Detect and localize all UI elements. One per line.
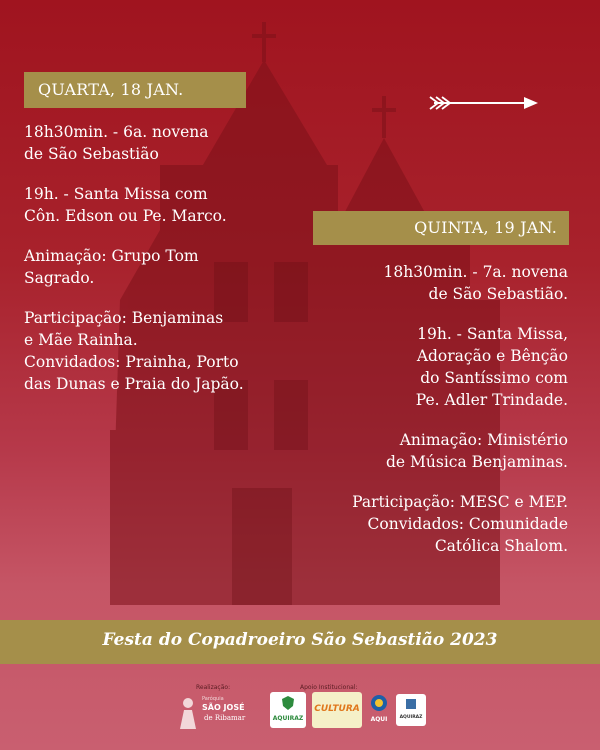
schedule-line: Animação: Grupo Tom (24, 247, 199, 265)
wednesday-date-banner: QUARTA, 18 JAN. (24, 72, 246, 108)
sponsor-logos (0, 676, 600, 746)
thursday-date-banner: QUINTA, 19 JAN. (313, 211, 569, 245)
schedule-line: de São Sebastião. (428, 285, 568, 303)
schedule-line: Côn. Edson ou Pe. Marco. (24, 207, 227, 225)
apoio-label: Apoio Institucional: (300, 684, 358, 691)
aqui-text: AQUI (370, 716, 388, 723)
parish-name-text: SÃO JOSÉ (202, 703, 245, 712)
schedule-line: Animação: Ministério (399, 431, 568, 449)
schedule-item (296, 323, 568, 411)
schedule-line: 18h30min. - 6a. novena (24, 123, 209, 141)
cultura-logo (312, 692, 362, 728)
schedule-line: das Dunas e Praia do Japão. (24, 375, 244, 393)
schedule-line: Participação: Benjaminas (24, 309, 224, 327)
aquiraz-logo (270, 692, 306, 728)
shield-icon (280, 695, 296, 711)
event-title: Festa do Copadroeiro São Sebastião 2023 (102, 630, 498, 650)
schedule-line: do Santíssimo com (420, 369, 568, 387)
schedule-item (24, 307, 314, 395)
schedule-item (24, 245, 314, 289)
schedule-line: 19h. - Santa Missa com (24, 185, 208, 203)
saint-icon (176, 696, 200, 730)
parish-sub-text: de Ribamar (204, 714, 246, 722)
schedule-line: Participação: MESC e MEP. (352, 493, 568, 511)
wednesday-schedule (24, 121, 314, 413)
schedule-line: 18h30min. - 7a. novena (383, 263, 568, 281)
schedule-line: e Mãe Rainha. (24, 331, 138, 349)
schedule-item (296, 491, 568, 557)
parish-top-text: Paróquia (202, 696, 224, 702)
schedule-line: de Música Benjaminas. (386, 453, 568, 471)
municipality-text: AQUIRAZ (399, 715, 423, 720)
cultura-text: CULTURA (314, 704, 360, 714)
schedule-item (296, 261, 568, 305)
schedule-line: 19h. - Santa Missa, (417, 325, 568, 343)
municipality-logo (396, 694, 426, 726)
schedule-item (24, 183, 314, 227)
schedule-line: de São Sebastião (24, 145, 159, 163)
schedule-line: Católica Shalom. (434, 537, 568, 555)
schedule-line: Pe. Adler Trindade. (415, 391, 568, 409)
crest-icon (404, 697, 418, 711)
schedule-item (296, 429, 568, 473)
schedule-line: Convidados: Prainha, Porto (24, 353, 239, 371)
thursday-schedule (296, 261, 568, 575)
schedule-line: Sagrado. (24, 269, 95, 287)
aquiraz-text: AQUIRAZ (272, 715, 304, 722)
schedule-line: Convidados: Comunidade (367, 515, 568, 533)
aqui-logo (366, 692, 392, 728)
arrow-icon (428, 93, 540, 113)
schedule-item (24, 121, 314, 165)
aqui-emblem-icon (370, 694, 388, 712)
parish-logo (176, 694, 254, 732)
schedule-line: Adoração e Bênção (416, 347, 568, 365)
realizacao-label: Realização: (196, 684, 231, 691)
